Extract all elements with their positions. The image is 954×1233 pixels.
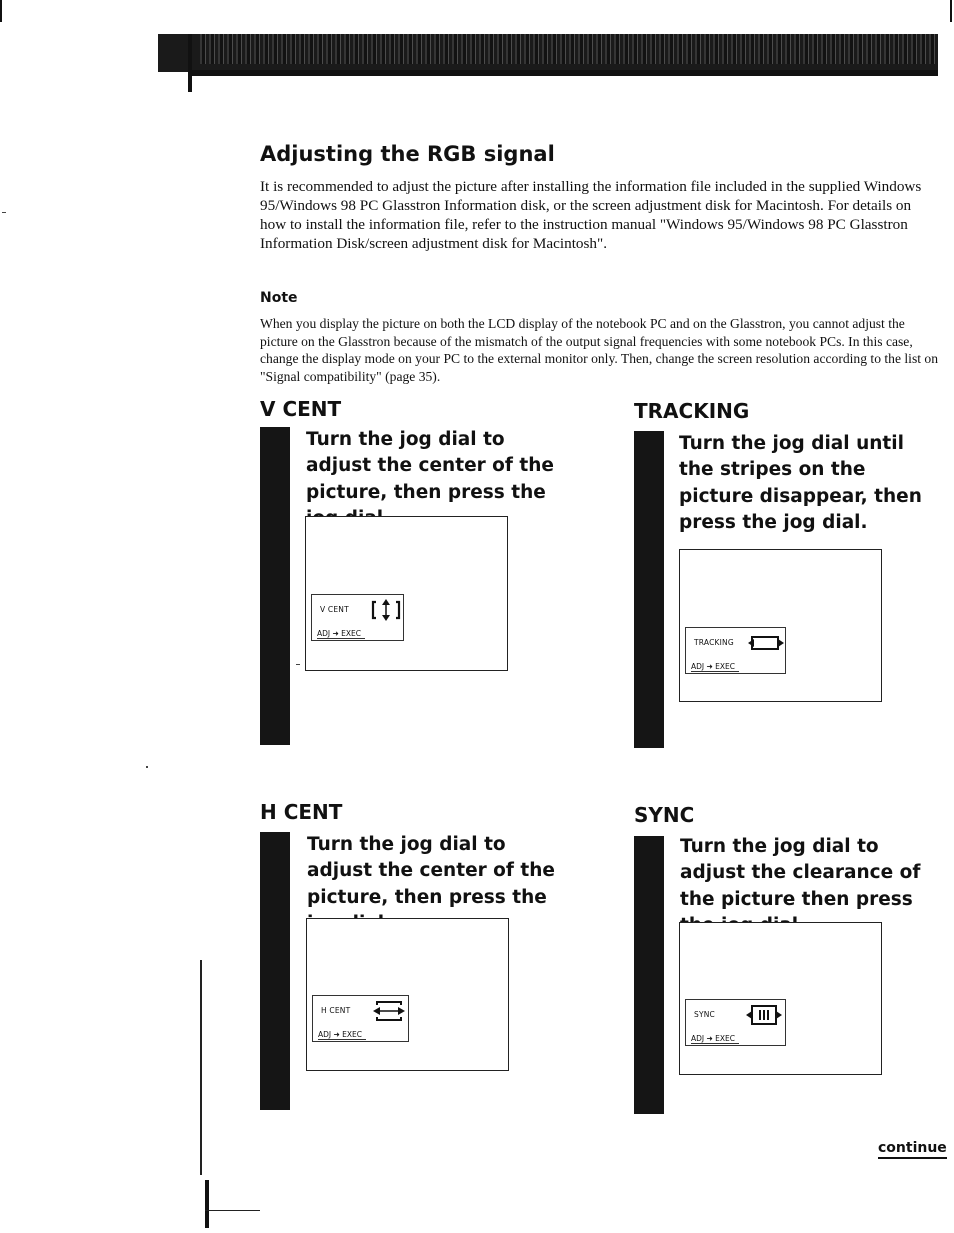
osd-menu <box>312 995 409 1042</box>
crop-mark-left <box>0 0 2 22</box>
screen-illustration <box>306 918 509 1071</box>
step-marker-bar <box>260 427 290 745</box>
screen-illustration <box>679 922 882 1075</box>
sync-icon <box>744 1002 784 1032</box>
note-paragraph: When you display the picture on both the LCD display of the notebook PC and on the Glasstron, you cannot adjust the picture on the Glasstron because of the mismatch of the output signal frequencies with some notebook PCs. In this case, change the display mode on your PC to the external monitor only. Then, change the screen resolution according to the list on "Signal compatibility" (page 35). <box>260 316 939 384</box>
osd-controls: ADJ ➜ EXEC <box>317 629 365 639</box>
osd-controls: ADJ ➜ EXEC <box>691 1034 739 1044</box>
step-marker-bar <box>634 431 664 748</box>
stray-mark <box>2 212 6 213</box>
osd-controls: ADJ ➜ EXEC <box>318 1030 366 1040</box>
step-instruction: Turn the jog dial to adjust the center of the picture, then press the <box>306 429 554 503</box>
header-left-rule <box>188 34 192 92</box>
header-rule <box>190 70 938 76</box>
header-banner-texture <box>200 34 938 64</box>
stray-mark <box>146 766 148 768</box>
margin-foot-rule <box>205 1210 260 1211</box>
note-heading: Note <box>260 290 298 306</box>
margin-rule <box>200 960 202 1175</box>
osd-label: H CENT <box>321 1006 351 1015</box>
section-title: SYNC <box>634 803 695 827</box>
section-title: TRACKING <box>634 399 750 423</box>
continue-label: continue <box>878 1140 947 1159</box>
step-instruction: Turn the jog dial until the stripes on the picture disappear, then press the jog dial. <box>679 433 922 533</box>
page-title: Adjusting the RGB signal <box>260 142 555 166</box>
step-marker-bar <box>634 836 664 1114</box>
step-instruction: Turn the jog dial to adjust the clearance of the picture then press <box>680 836 921 910</box>
stray-mark <box>296 664 300 665</box>
osd-label: TRACKING <box>694 638 734 647</box>
osd-controls: ADJ ➜ EXEC <box>691 662 739 672</box>
step-marker-bar <box>260 832 290 1110</box>
margin-foot-mark <box>205 1180 209 1228</box>
osd-menu <box>311 594 404 641</box>
osd-label: SYNC <box>694 1010 715 1019</box>
osd-menu <box>685 627 786 674</box>
intro-paragraph: It is recommended to adjust the picture after installing the information file included in the supplied Windows 95/Windows 98 PC Glasstron Information disk, or the screen adjustment disk for Macintosh. For details on how to install the information file, refer to the instruction manual "Windows 95/Windows 98 PC Glasstron Information Disk/screen adjustment disk for Macintosh". <box>260 178 922 252</box>
step-instruction: Turn the jog dial to adjust the center of the picture, then press the <box>307 834 555 908</box>
tracking-icon <box>748 631 784 659</box>
screen-illustration <box>305 516 508 671</box>
vertical-center-icon <box>370 597 402 627</box>
screen-illustration <box>679 549 882 702</box>
crop-mark-right <box>950 0 952 22</box>
horizontal-center-icon <box>371 998 407 1028</box>
section-title: H CENT <box>260 800 343 824</box>
osd-menu <box>685 999 786 1046</box>
section-title: V CENT <box>260 397 342 421</box>
osd-label: V CENT <box>320 605 349 614</box>
